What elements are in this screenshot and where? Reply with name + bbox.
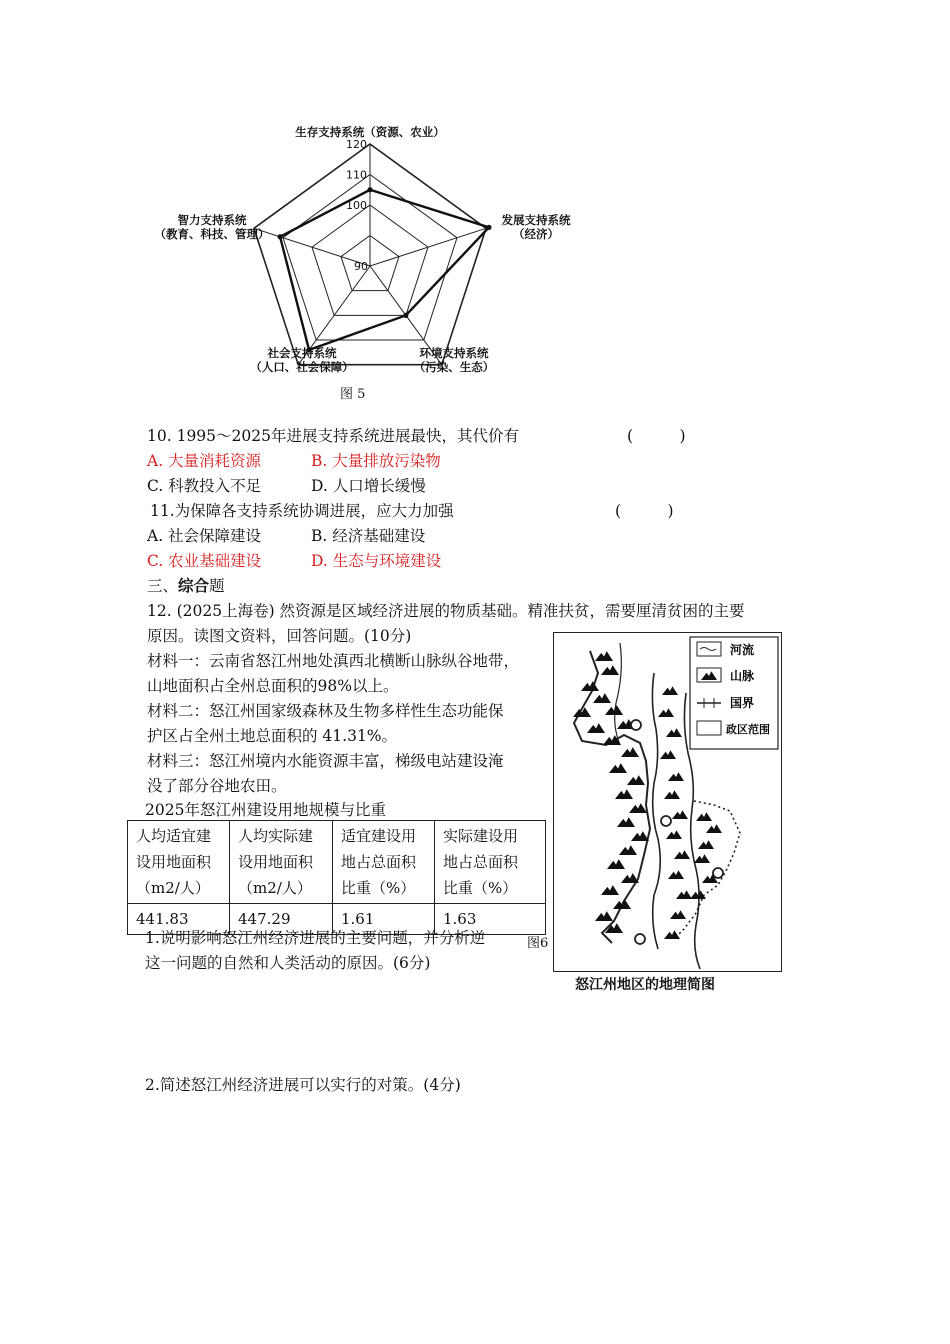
nujiang-river [652, 673, 660, 949]
material1-line1: 材料一：云南省怒江州地处滇西北横断山脉纵谷地带， [147, 652, 520, 670]
table-cell: 1.61 [333, 904, 435, 935]
radar-tick-label: 100 [346, 199, 367, 212]
q11-option-d: D. 生态与环境建设 [311, 552, 442, 570]
material3-line1: 材料三：怒江州境内水能资源丰富，梯级电站建设淹 [147, 752, 504, 770]
legend-river: 河流 [730, 643, 755, 657]
radar-tick-label: 120 [346, 138, 367, 151]
mountain-icon [615, 789, 633, 799]
table-title: 2025年怒江州建设用地规模与比重 [145, 801, 386, 819]
mountain-icon [660, 750, 676, 759]
town-marker [635, 934, 645, 944]
mountain-icon [668, 772, 684, 781]
header-text: 设用地面积 [238, 853, 314, 871]
radar-chart [150, 120, 590, 400]
radar-axis-line [254, 228, 370, 266]
radar-axis-label: 生存支持系统（资源、农业） [295, 125, 445, 139]
table-cell: 447.29 [230, 904, 333, 935]
mountain-icon [619, 845, 637, 855]
radar-axis-sublabel: （教育、科技、管理） [154, 227, 270, 241]
mountain-icon [595, 911, 613, 921]
radar-axis-sublabel: （人口、社会保障） [250, 360, 354, 374]
figure6-caption: 图6 [527, 936, 549, 951]
material3-line2: 没了部分谷地农田。 [147, 777, 287, 795]
mountain-icon [601, 665, 619, 675]
town-marker [631, 720, 641, 730]
mountain-icon [593, 693, 611, 703]
mountain-icon [694, 854, 710, 863]
radar-axis-sublabel: （污染、生态） [413, 360, 495, 374]
header-text: 设用地面积 [136, 853, 212, 871]
q10-option-d: D. 人口增长缓慢 [311, 477, 426, 495]
mountain-icon [587, 723, 605, 733]
q11-answer-paren: ( ) [615, 502, 674, 520]
mountain-icon [605, 705, 623, 715]
mountain-icon [672, 810, 688, 819]
header-text: 实际建设用 [443, 827, 519, 845]
mountain-icon [662, 686, 678, 695]
q10-option-a: A. 大量消耗资源 [147, 452, 262, 470]
mountain-icon [658, 708, 674, 717]
mountain-icon [621, 873, 639, 883]
header-text: 适宜建设用 [341, 827, 417, 845]
header-text: （m2/人） [136, 879, 210, 897]
figure5-caption: 图 5 [340, 387, 366, 402]
material1-line2: 山地面积占全州总面积的98%以上。 [147, 677, 399, 695]
header-text: 比重（%） [341, 879, 416, 897]
river [615, 643, 622, 745]
mountain-icon [595, 651, 613, 661]
map-drawing [554, 633, 781, 971]
mountain-icon [581, 681, 599, 691]
town-marker [713, 868, 723, 878]
radar-data-point [486, 225, 491, 230]
radar-axis-sublabel: （经济） [513, 227, 559, 241]
land-use-table [127, 820, 546, 935]
radar-tick-label: 90 [354, 260, 368, 273]
legend-border: 国界 [730, 696, 755, 710]
table-header-cell [333, 821, 435, 904]
q11-option-b: B. 经济基础建设 [311, 527, 426, 545]
subquestion2: 2.简述怒江州经济进展可以实行的对策。(4分) [145, 1076, 461, 1094]
nujiang-map [553, 632, 782, 972]
q10-option-c: C. 科教投入不足 [147, 477, 262, 495]
mountain-icon [627, 775, 645, 785]
mountain-icon [621, 747, 639, 757]
legend-admin: 政区范围 [726, 723, 770, 736]
q12-line2: 原因。读图文资料，回答问题。(10分) [147, 627, 412, 645]
radar-axis-label: 智力支持系统 [177, 213, 247, 227]
section-prefix: 三、 [147, 577, 179, 595]
radar-axis-label: 社会支持系统 [267, 346, 337, 360]
q10-stem: 10. 1995～2025年进展支持系统进展最快，其代价有 [147, 427, 519, 445]
mountain-icon [706, 824, 722, 833]
subquestion1-line2: 这一问题的自然和人类活动的原因。(6分) [145, 954, 431, 972]
mountain-icon [670, 910, 686, 919]
table-header-cell [435, 821, 546, 904]
header-text: （m2/人） [238, 879, 312, 897]
material2-line2: 护区占全州土地总面积的 41.31%。 [147, 727, 398, 745]
header-text: 地占总面积 [341, 853, 417, 871]
map-caption: 怒江州地区的地理简图 [575, 977, 715, 993]
mountain-icon [617, 817, 635, 827]
mountain-icon [601, 885, 619, 895]
radar-data-point [367, 187, 372, 192]
mountain-icon [668, 870, 684, 879]
q10-answer-paren: ( ) [627, 427, 686, 445]
mountain-icon [666, 728, 682, 737]
mountain-icon [664, 790, 680, 799]
table-header-cell [230, 821, 333, 904]
mountain-icon [664, 930, 680, 939]
mountain-icon [629, 803, 647, 813]
subquestion1-line1: 1.说明影响怒江州经济进展的主要问题，并分析逆 [145, 929, 486, 947]
table-header-row [128, 821, 546, 904]
table-cell: 441.83 [128, 904, 230, 935]
header-text: 人均适宜建 [136, 827, 212, 845]
radar-tick-label: 110 [346, 168, 367, 182]
section-bold: 综合 [178, 576, 210, 595]
radar-axis-label: 发展支持系统 [501, 213, 571, 227]
q10-option-b: B. 大量排放污染物 [311, 452, 441, 470]
header-text: 比重（%） [443, 879, 518, 897]
section-heading [147, 576, 225, 596]
mountain-icon [696, 812, 712, 821]
mountain-icon [609, 763, 627, 773]
table-header-cell [128, 821, 230, 904]
mountain-icon [666, 830, 682, 839]
header-text: 人均实际建 [238, 827, 314, 845]
legend-mountain: 山脉 [730, 669, 755, 683]
national-border [574, 651, 650, 943]
radar-data-point [277, 234, 282, 239]
mountain-icon [631, 831, 649, 841]
q11-option-a: A. 社会保障建设 [147, 527, 262, 545]
section-suffix: 题 [209, 577, 225, 595]
radar-axis-label: 环境支持系统 [419, 346, 489, 360]
mountain-icon [607, 859, 625, 869]
mountain-icon [698, 840, 714, 849]
q11-stem: 11.为保障各支持系统协调进展，应大力加强 [150, 502, 454, 520]
material2-line1: 材料二：怒江州国家级森林及生物多样性生态功能保 [147, 702, 504, 720]
mountain-icon [676, 890, 692, 899]
mountain-icon [674, 850, 690, 859]
radar-data-point [403, 313, 408, 318]
table-cell: 1.63 [435, 904, 546, 935]
town-marker [661, 816, 671, 826]
header-text: 地占总面积 [443, 853, 519, 871]
q12-line1: 12. (2025上海卷) 然资源是区域经济进展的物质基础。精准扶贫，需要厘清贫困的主要 [147, 602, 745, 620]
q11-option-c: C. 农业基础建设 [147, 552, 262, 570]
